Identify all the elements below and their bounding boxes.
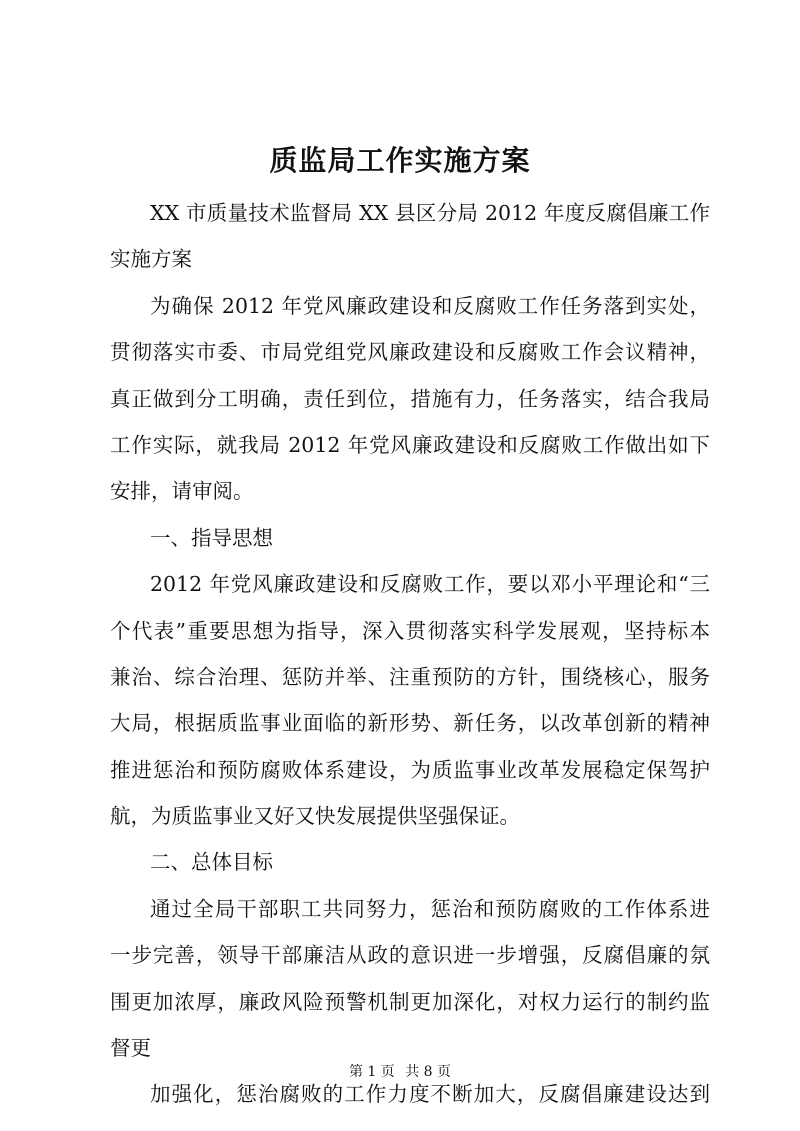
text-line: 个代表”重要思想为指导，深入贯彻落实科学发展观，坚持标本 [110,618,710,643]
text-line: 大局，根据质监事业面临的新形势、新任务，以改革创新的精神 [110,711,710,736]
text-line: 实施方案 [110,247,192,272]
text-line: 通过全局干部职工共同努力，惩治和预防腐败的工作体系进 [150,896,710,921]
text-line: 督更 [110,1036,151,1061]
text-line: XX 市质量技术监督局 XX 县区分局 2012 年度反腐倡廉工作 [150,201,710,225]
page-number: 第 1 页 [348,1064,395,1080]
text-line: 工作实际，就我局 2012 年党风廉政建设和反腐败工作做出如下 [110,432,710,457]
page-total: 共 8 页 [405,1064,452,1080]
text-line: 兼治、综合治理、惩防并举、注重预防的方针，围绕核心，服务 [110,664,710,689]
text-line: 2012 年党风廉政建设和反腐败工作，要以邓小平理论和“三 [150,572,710,597]
text-line: 真正做到分工明确，责任到位，措施有力，任务落实，结合我局 [110,386,710,411]
text-line: 加强化，惩治腐败的工作力度不断加大，反腐倡廉建设达到 [150,1082,710,1107]
section-heading: 二、总体目标 [150,850,273,875]
text-line: 推进惩治和预防腐败体系建设，为质监事业改革发展稳定保驾护 [110,757,710,782]
text-line: 安排，请审阅。 [110,479,254,504]
document-body [110,190,710,1118]
text-line: 为确保 2012 年党风廉政建设和反腐败工作任务落到实处， [150,293,710,318]
document-title: 质监局工作实施方案 [269,144,531,177]
text-line: 一步完善，领导干部廉洁从政的意识进一步增强，反腐倡廉的氛 [110,943,710,968]
text-line: 贯彻落实市委、市局党组党风廉政建设和反腐败工作会议精神， [110,340,710,365]
section-heading: 一、指导思想 [150,525,273,550]
text-line: 围更加浓厚，廉政风险预警机制更加深化，对权力运行的制约监 [110,989,710,1014]
text-line: 航，为质监事业又好又快发展提供坚强保证。 [110,804,520,829]
page-footer [0,1062,800,1082]
